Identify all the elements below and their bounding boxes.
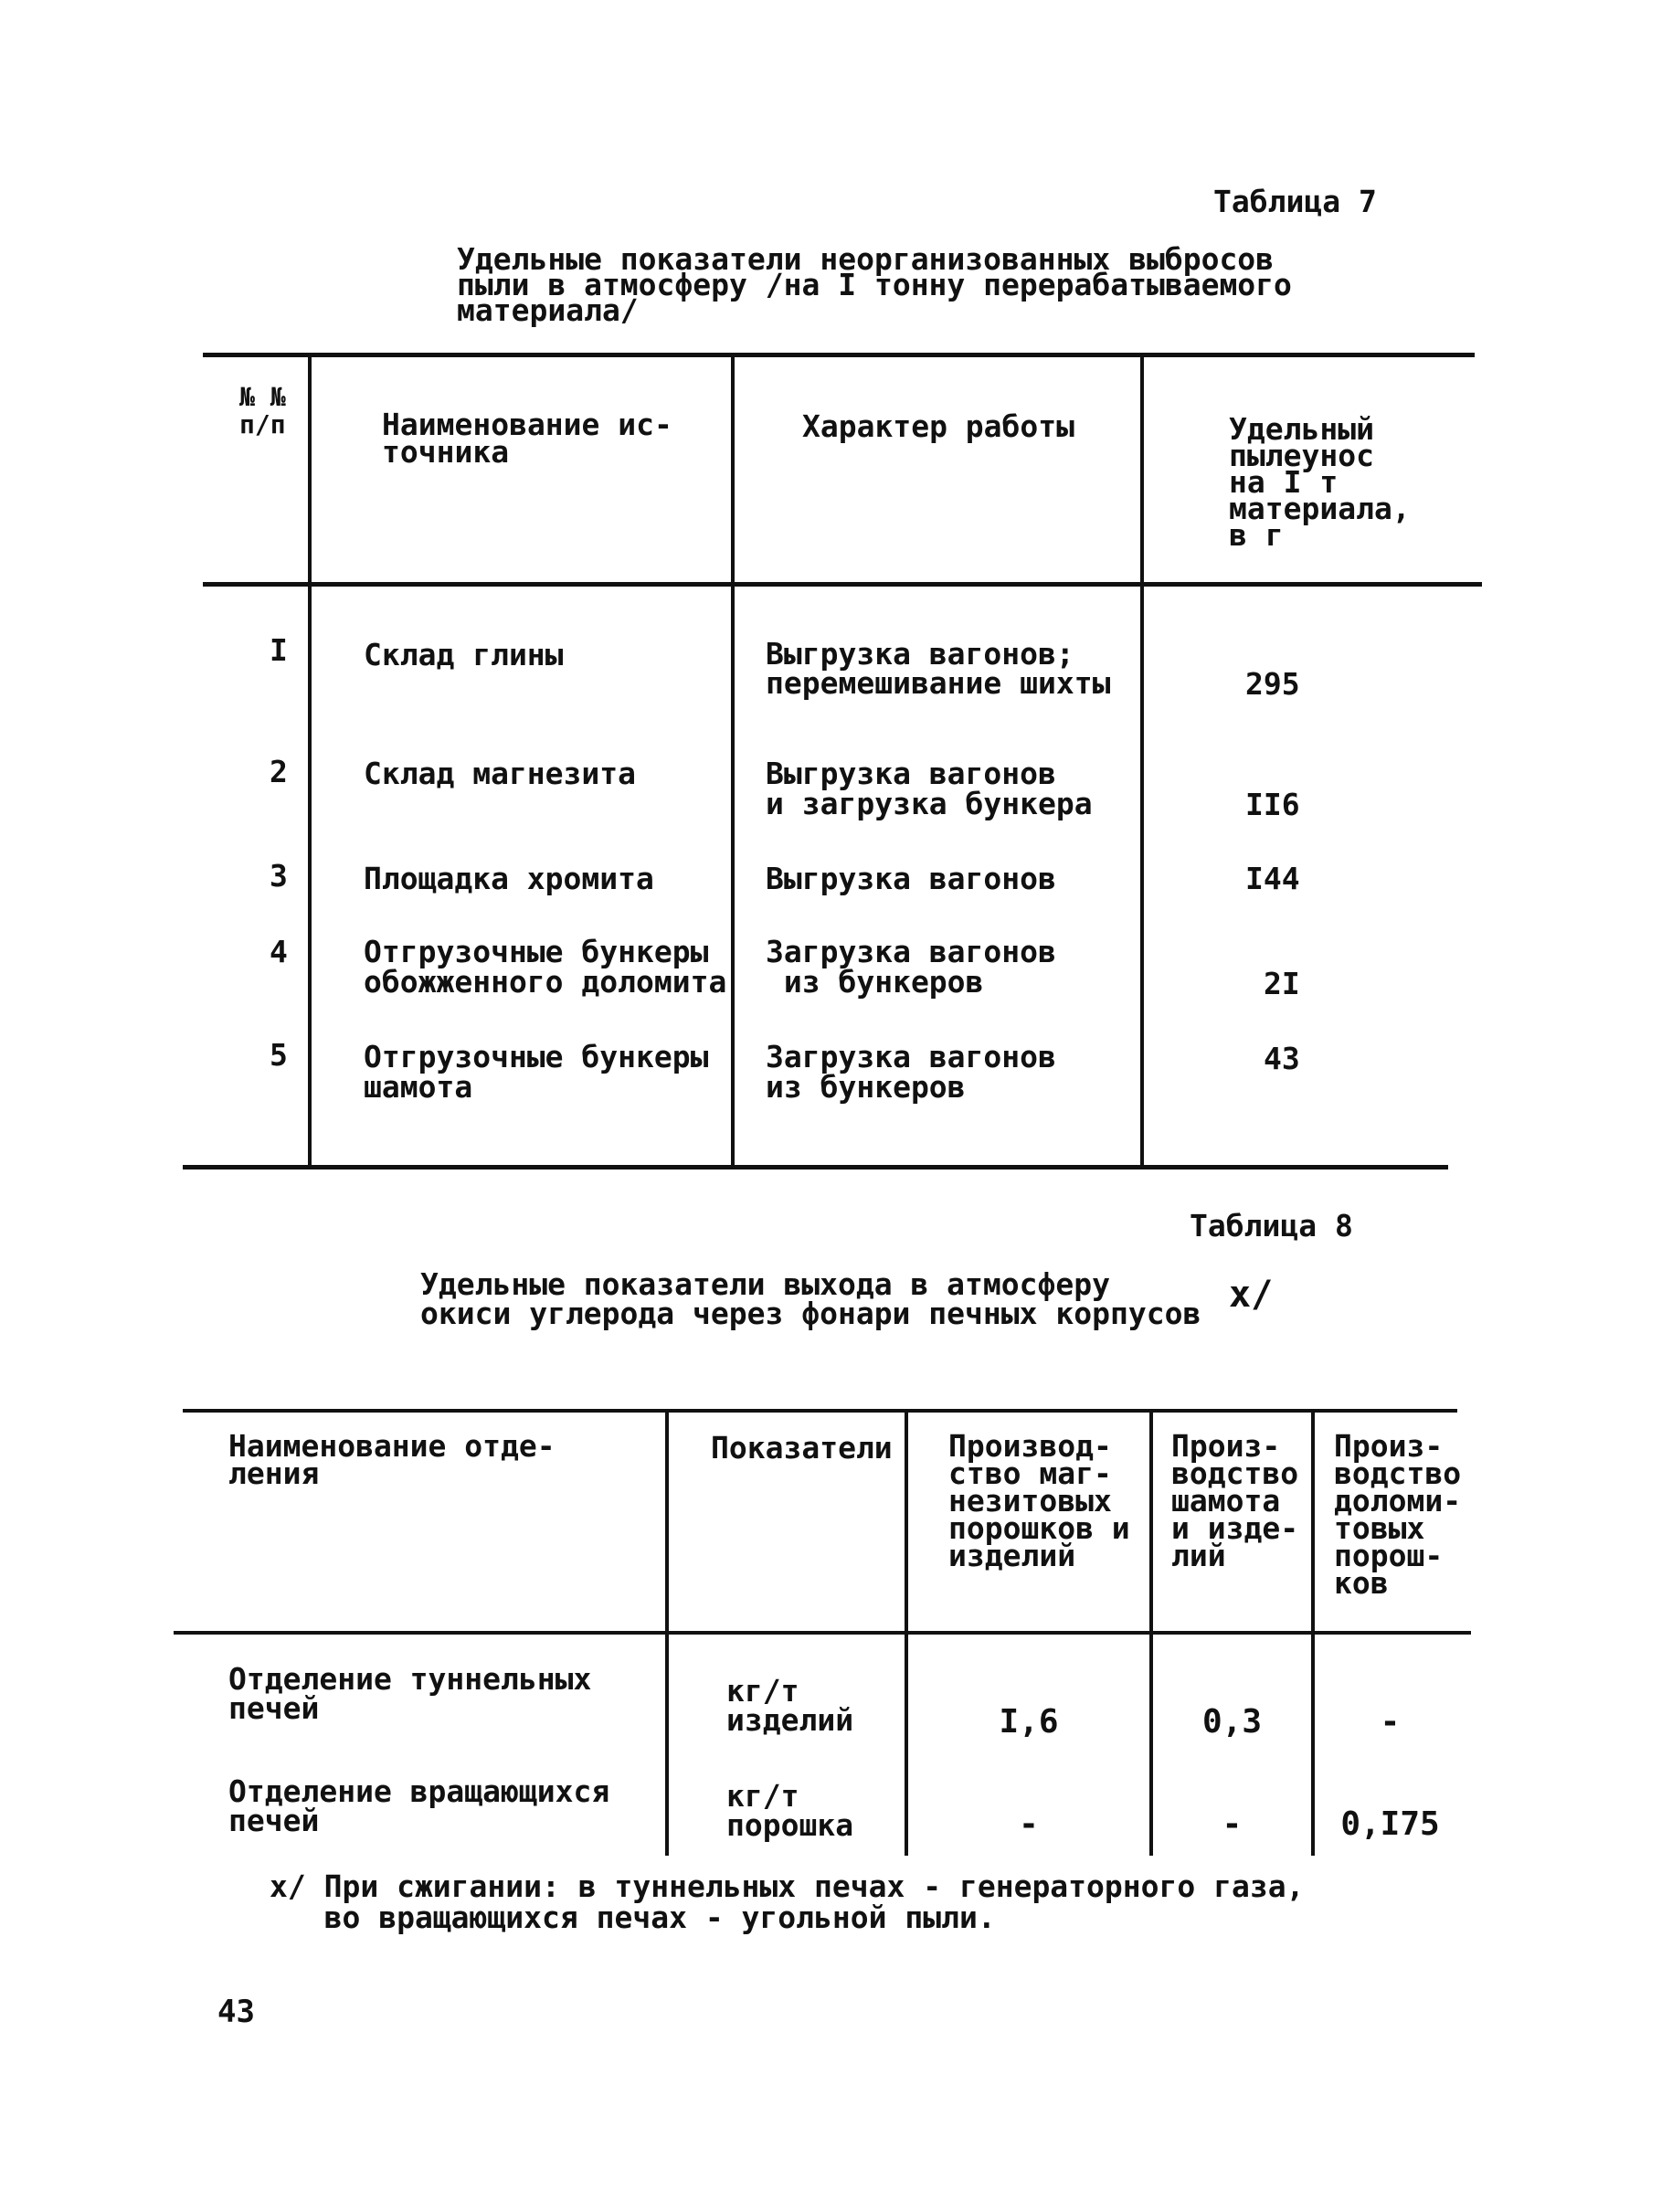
- table7-row2-num: 2: [270, 754, 288, 789]
- table8-col-divider-4: [1311, 1411, 1315, 1856]
- table7-row1-num: I: [270, 632, 288, 668]
- table7-header-work: Характер работы: [802, 408, 1075, 444]
- table8-top-rule: [183, 1409, 1457, 1413]
- table7-header-value: Удельный пылеунос на I т материала, в г: [1229, 411, 1411, 553]
- table8-col-divider-1: [665, 1411, 669, 1856]
- table8-row1-dept: Отделение туннельных печей: [228, 1661, 592, 1726]
- table8-row1-magn: I,6: [999, 1703, 1059, 1741]
- table7-row5-work: Загрузка вагонов из бункеров: [766, 1039, 1056, 1105]
- table7-col-divider-2: [731, 355, 735, 1168]
- table7-row4-work: Загрузка вагонов из бункеров: [766, 934, 1056, 1000]
- table7-header-source: Наименование ис- точника: [382, 407, 672, 470]
- table7-row1-source: Склад глины: [364, 637, 564, 672]
- table7-row4-source: Отгрузочные бункеры обожженного доломита: [364, 934, 727, 1000]
- table8-row2-dolo: 0,I75: [1340, 1805, 1440, 1843]
- table7-bottom-rule: [183, 1165, 1448, 1170]
- table7-header-num: № № п/п: [239, 382, 286, 439]
- table7-row5-value: 43: [1264, 1041, 1300, 1076]
- table8-header-magn: Производ- ство маг- незитовых порошков и изделий: [948, 1428, 1130, 1573]
- table7-col-divider-1: [308, 355, 312, 1168]
- table8-row2-dept: Отделение вращающихся печей: [228, 1773, 610, 1838]
- table7-row5-source: Отгрузочные бункеры шамота: [364, 1039, 709, 1105]
- table7-row4-num: 4: [270, 934, 288, 969]
- table8-header-unit: Показатели: [711, 1430, 893, 1466]
- table7-title: Удельные показатели неорганизованных выбросов пыли в атмосферу /на I тонну перерабатываемого материала/: [457, 241, 1292, 328]
- table8-col-divider-3: [1149, 1411, 1153, 1856]
- table7-header-rule: [203, 582, 1482, 587]
- table8-row1-unit: кг/т изделий: [726, 1673, 854, 1738]
- table7-row2-work: Выгрузка вагонов и загрузка бункера: [766, 756, 1093, 821]
- table7-col-divider-3: [1140, 355, 1144, 1168]
- table7-row3-work: Выгрузка вагонов: [766, 861, 1056, 896]
- table8-title: Удельные показатели выхода в атмосферу окиси углерода через фонари печных корпусов: [420, 1266, 1201, 1331]
- page-number: 43: [217, 1994, 255, 2030]
- table7-row2-value: II6: [1245, 787, 1300, 822]
- table7-row5-num: 5: [270, 1037, 288, 1073]
- table8-header-sham: Произ- водство шамота и изде- лий: [1171, 1428, 1299, 1573]
- table8-label: Таблица 8: [1190, 1208, 1353, 1244]
- table7-label: Таблица 7: [1213, 184, 1377, 219]
- table7-row1-value: 295: [1245, 666, 1300, 702]
- table8-header-dolo: Произ- водство доломи- товых порош- ков: [1334, 1428, 1462, 1601]
- table7-top-rule: [203, 353, 1475, 357]
- table7-row2-source: Склад магнезита: [364, 756, 637, 791]
- table7-row4-value: 2I: [1264, 966, 1300, 1001]
- table8-header-dept: Наименование отде- ления: [228, 1428, 556, 1491]
- table7-row3-source: Площадка хромита: [364, 861, 654, 896]
- table8-row2-sham: -: [1222, 1805, 1243, 1843]
- table7-row1-work: Выгрузка вагонов; перемешивание шихты: [766, 636, 1111, 701]
- table8-row2-magn: -: [1019, 1805, 1039, 1843]
- table7-row3-value: I44: [1245, 861, 1300, 896]
- table8-header-rule: [174, 1631, 1471, 1635]
- table8-title-mark: x/: [1229, 1274, 1274, 1316]
- table8-footnote: x/ При сжигании: в туннельных печах - генераторного газа, во вращающихся печах - угольной пыли.: [270, 1868, 1305, 1935]
- table7-row3-num: 3: [270, 858, 288, 894]
- table8-col-divider-2: [905, 1411, 908, 1856]
- table8-row1-dolo: -: [1380, 1703, 1401, 1741]
- table8-row1-sham: 0,3: [1201, 1703, 1263, 1741]
- table8-row2-unit: кг/т порошка: [726, 1778, 854, 1843]
